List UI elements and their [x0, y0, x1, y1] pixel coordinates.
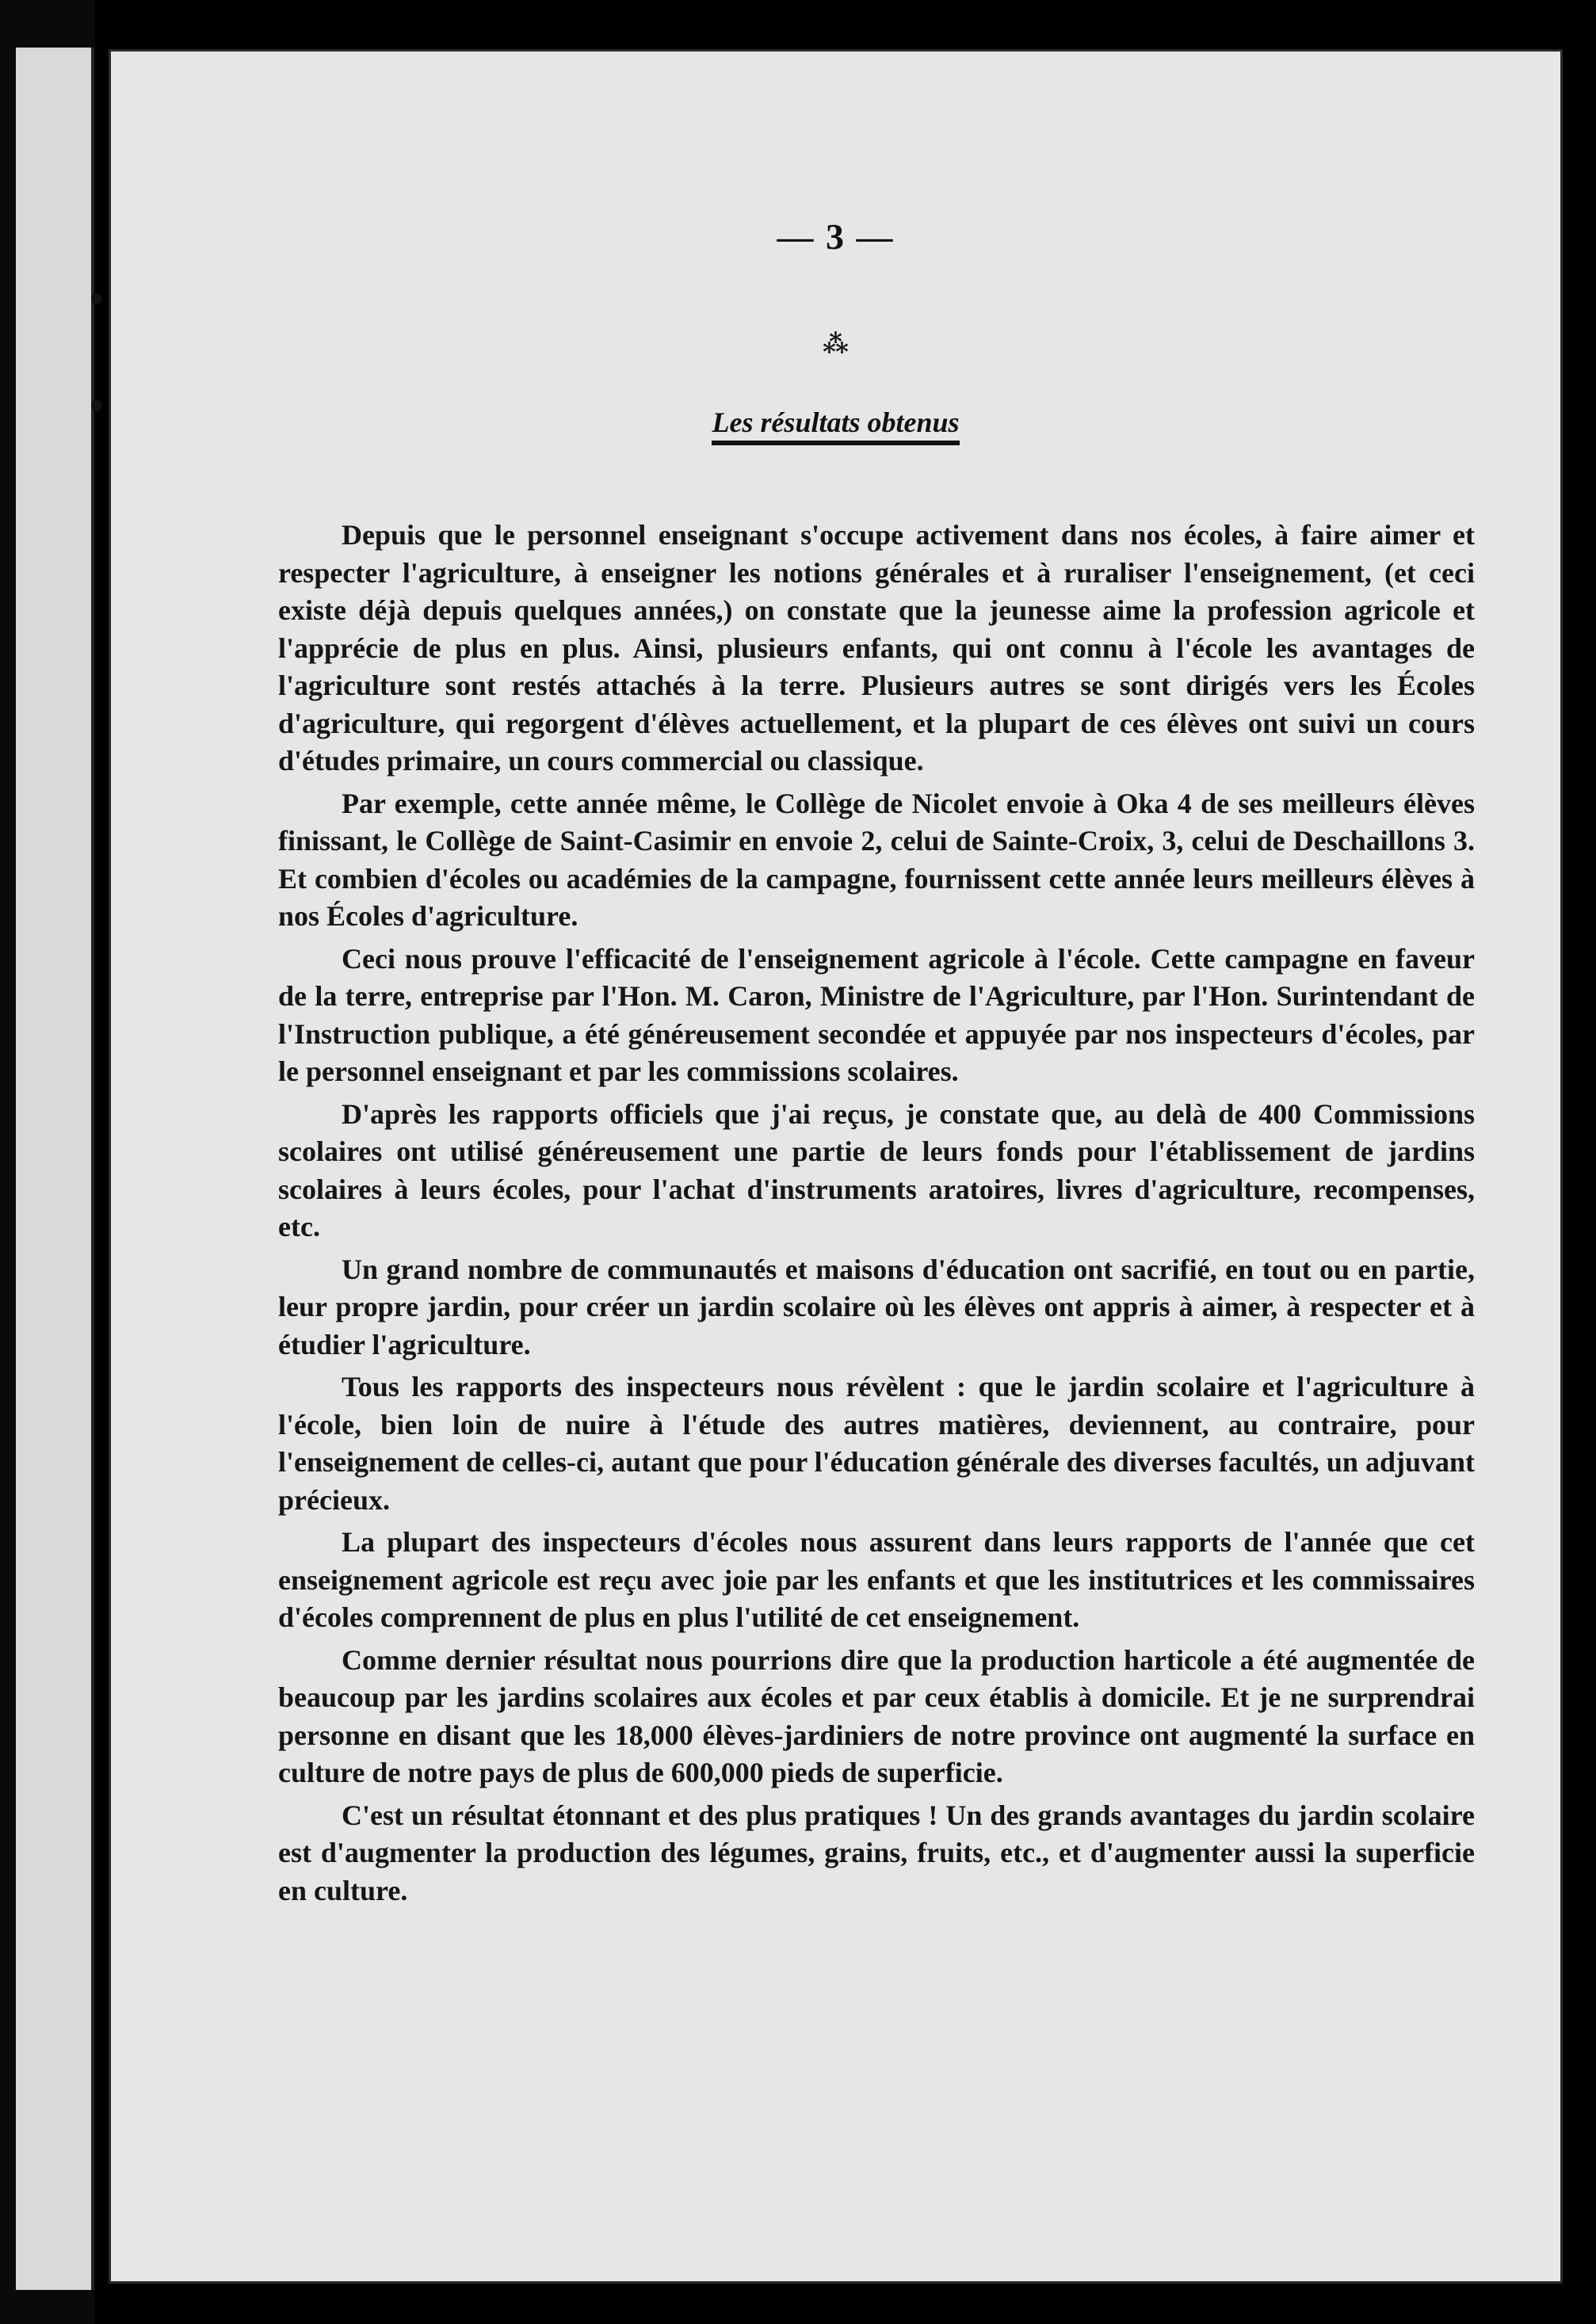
body-text: [278, 517, 1475, 1914]
paragraph: Depuis que le personnel enseignant s'occupe activement dans nos écoles, à faire aimer et respecter l'agriculture, à enseigner les notions générales et à ruraliser l'enseignement, (et ceci existe déjà depuis quelques années,) on constate que la jeunesse aime la profession agricole et l'apprécie de plus en plus. Ainsi, plusieurs enfants, qui ont connu à l'école les avantages de l'agriculture sont restés attachés à la terre. Plusieurs autres se sont dirigés vers les Écoles d'agriculture, qui regorgent d'élèves actuellement, et la plupart de ces élèves ont suivi un cours d'études primaire, un cours commercial ou classique.: [278, 519, 1475, 777]
paragraph: Un grand nombre de communautés et maisons d'éducation ont sacrifié, en tout ou en partie, leur propre jardin, pour créer un jardin scolaire où les élèves ont appris à aimer, à respecter et à étudier l'agriculture.: [278, 1253, 1475, 1360]
section-ornament: ⁂: [823, 330, 849, 358]
scan-mark: [91, 400, 102, 411]
paragraph: D'après les rapports officiels que j'ai reçus, je constate que, au delà de 400 Commissions scolaires ont utilisé généreusement une partie de leurs fonds pour l'établissement de jardins scolaires à leurs écoles, pour l'achat d'instruments aratoires, livres d'agriculture, recompenses, etc.: [278, 1097, 1475, 1242]
paragraph: Tous les rapports des inspecteurs nous révèlent : que le jardin scolaire et l'agriculture à l'école, bien loin de nuire à l'étude des autres matières, deviennent, au contraire, pour l'enseignement de celles-ci, autant que pour l'éducation générale des diverses facultés, un adjuvant précieux.: [278, 1371, 1475, 1516]
paragraph: Comme dernier résultat nous pourrions dire que la production harticole a été augmentée de beaucoup par les jardins scolaires aux écoles et par ceux établis à domicile. Et je ne surprendrai personne en disant que les 18,000 élèves-jardiniers de notre province ont augmenté la surface en culture de notre pays de plus de 600,000 pieds de superficie.: [278, 1643, 1475, 1788]
section-title-text: Les résultats obtenus: [712, 406, 959, 445]
paragraph: C'est un résultat étonnant et des plus pratiques ! Un des grands avantages du jardin scolaire est d'augmenter la production des légumes, grains, fruits, etc., et d'augmenter aussi la superficie en culture.: [278, 1799, 1475, 1906]
paragraph: Ceci nous prouve l'efficacité de l'enseignement agricole à l'école. Cette campagne en faveur de la terre, entreprise par l'Hon. M. Caron, Ministre de l'Agriculture, par l'Hon. Surintendant de l'Instruction publique, a été généreusement secondée et appuyée par nos inspecteurs d'écoles, par le personnel enseignant et par les commissions scolaires.: [278, 942, 1475, 1087]
scan-mark: [91, 293, 102, 304]
page-number: — 3 —: [777, 216, 895, 257]
section-title: [109, 406, 1563, 445]
document-page: [109, 49, 1563, 2284]
facing-page-strip: [16, 48, 94, 2290]
paragraph: La plupart des inspecteurs d'écoles nous assurent dans leurs rapports de l'année que cet enseignement agricole est reçu avec joie par les enfants et que les institutrices et les commissaires d'écoles comprennent de plus en plus l'utilité de cet enseignement.: [278, 1526, 1475, 1633]
paragraph: Par exemple, cette année même, le Collège de Nicolet envoie à Oka 4 de ses meilleurs élèves finissant, le Collège de Saint-Casimir en envoie 2, celui de Sainte-Croix, 3, celui de Deschaillons 3. Et combien d'écoles ou académies de la campagne, fournissent cette année leurs meilleurs élèves à nos Écoles d'agriculture.: [278, 787, 1475, 932]
